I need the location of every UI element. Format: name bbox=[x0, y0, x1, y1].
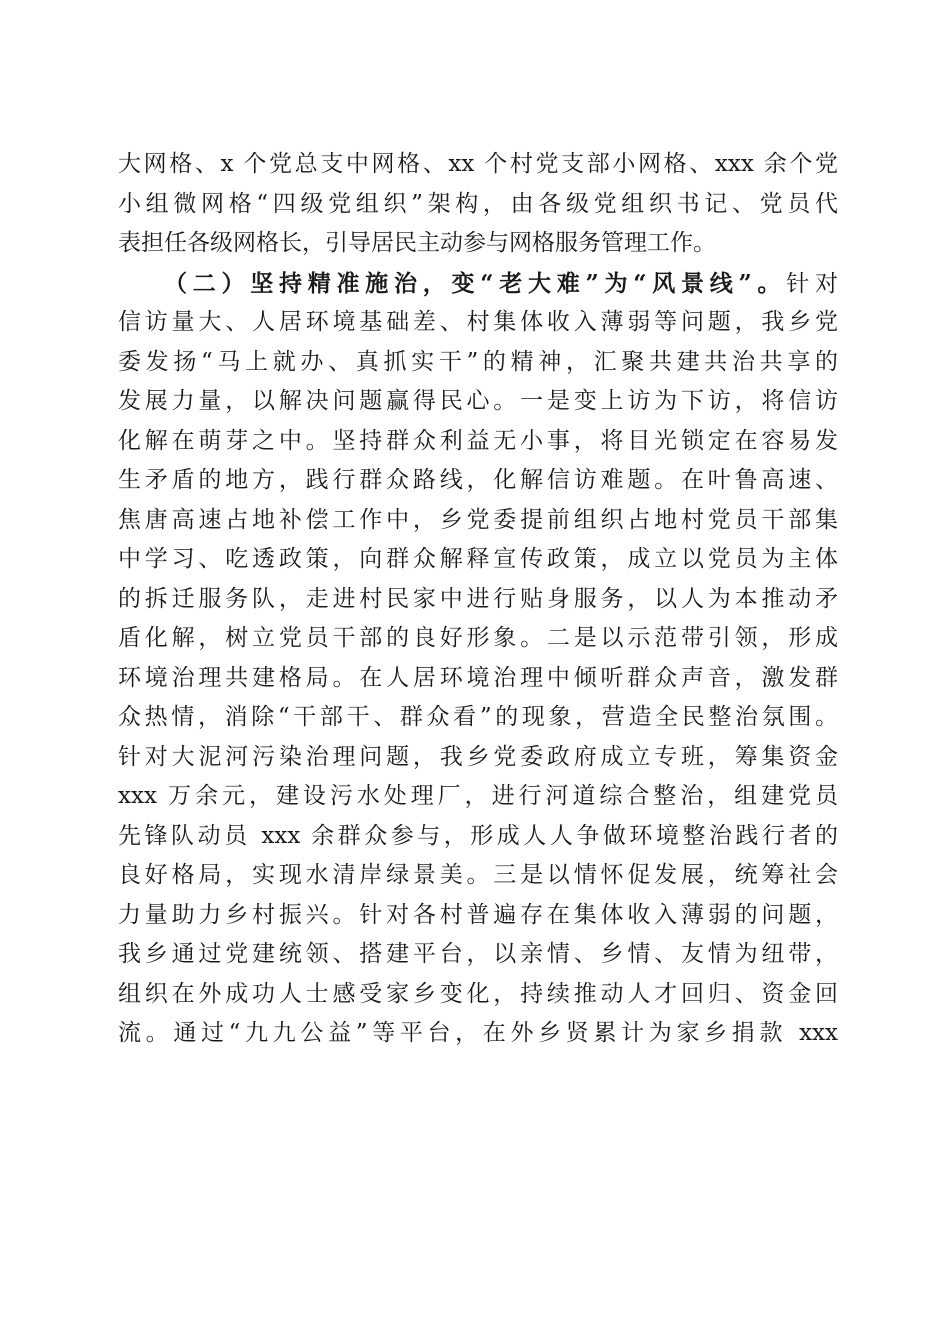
text-line: 众热情，消除“干部干、群众看”的现象，营造全民整治氛围。 bbox=[118, 704, 838, 730]
document-body bbox=[118, 145, 838, 1054]
text-line: 流。通过“九九公益”等平台，在外乡贤累计为家乡捐款 xxx bbox=[118, 1020, 838, 1046]
section-heading-line bbox=[118, 264, 838, 304]
text-line: 中学习、吃透政策，向群众解释宣传政策，成立以党员为主体 bbox=[118, 546, 838, 572]
text-line: 发展力量，以解决问题赢得民心。一是变上访为下访，将信访 bbox=[118, 388, 838, 414]
text-line: 小组微网格“四级党组织”架构，由各级党组织书记、党员代 bbox=[118, 190, 838, 217]
text-line: 焦唐高速占地补偿工作中，乡党委提前组织占地村党员干部集 bbox=[118, 506, 838, 533]
section-heading: （二）坚持精准施治，变“老大难”为“风景线”。 bbox=[164, 269, 787, 297]
text-line: 生矛盾的地方，践行群众路线，化解信访难题。在叶鲁高速、 bbox=[118, 467, 838, 493]
text-line: 良好格局，实现水清岸绿景美。三是以情怀促发展，统筹社会 bbox=[118, 862, 838, 888]
text-line: 表担任各级网格长，引导居民主动参与网格服务管理工作。 bbox=[118, 230, 716, 256]
text-line: 力量助力乡村振兴。针对各村普遍存在集体收入薄弱的问题， bbox=[118, 901, 838, 928]
text-line: 信访量大、人居环境基础差、村集体收入薄弱等问题，我乡党 bbox=[118, 309, 838, 335]
text-line: 的拆迁服务队，走进村民家中进行贴身服务，以人为本推动矛 bbox=[118, 585, 838, 612]
text-line: 委发扬“马上就办、真抓实干”的精神，汇聚共建共治共享的 bbox=[118, 348, 838, 375]
text-line: 化解在萌芽之中。坚持群众利益无小事，将目光锁定在容易发 bbox=[118, 427, 838, 454]
section-heading-tail: 针对 bbox=[786, 270, 839, 297]
text-line: 盾化解，树立党员干部的良好形象。二是以示范带引领，形成 bbox=[118, 625, 838, 651]
text-line: 我乡通过党建统领、搭建平台，以亲情、乡情、友情为纽带， bbox=[118, 941, 838, 967]
text-line: 组织在外成功人士感受家乡变化，持续推动人才回归、资金回 bbox=[118, 980, 838, 1007]
text-line: 大网格、x 个党总支中网格、xx 个村党支部小网格、xxx 余个党 bbox=[118, 151, 838, 177]
text-line: 针对大泥河污染治理问题，我乡党委政府成立专班，筹集资金 bbox=[118, 743, 838, 770]
text-line: xxx 万余元，建设污水处理厂，进行河道综合整治，组建党员 bbox=[118, 783, 838, 809]
text-line: 先锋队动员 xxx 余群众参与，形成人人争做环境整治践行者的 bbox=[118, 822, 838, 849]
text-line: 环境治理共建格局。在人居环境治理中倾听群众声音，激发群 bbox=[118, 664, 838, 691]
